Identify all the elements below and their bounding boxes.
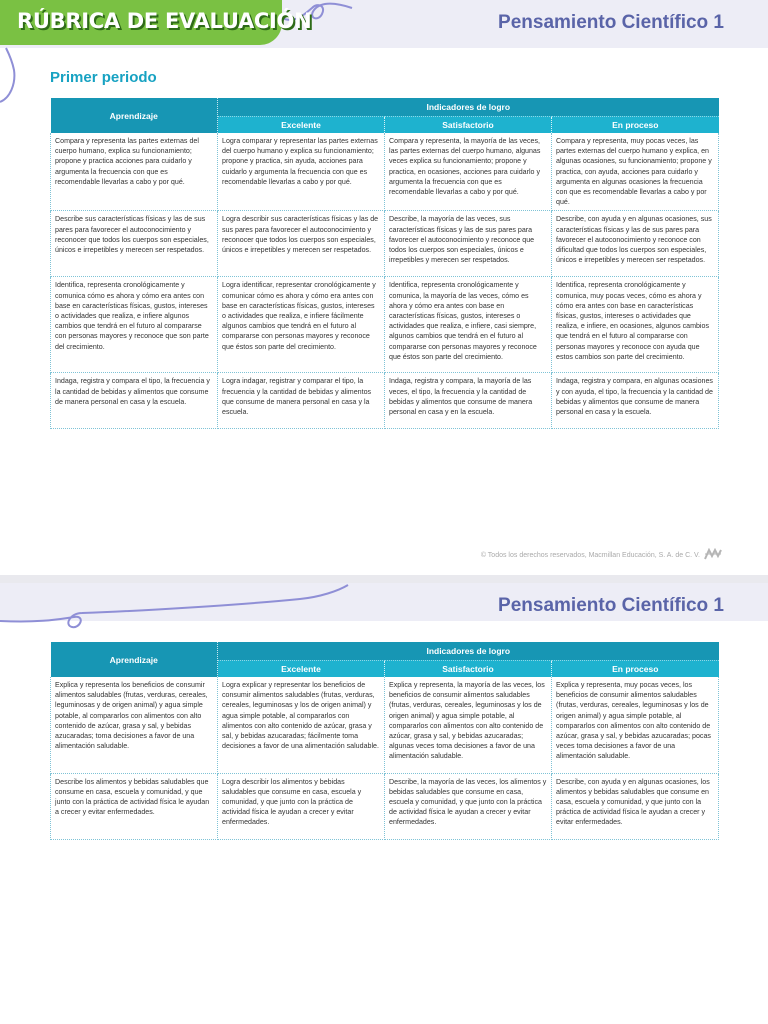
table-row	[51, 133, 719, 211]
banner-title: RÚBRICA DE EVALUACIÓN	[17, 9, 312, 33]
page-2	[0, 583, 768, 1024]
aprendizaje-cell: Identifica, representa cronológicamente y comunica cómo es ahora y cómo era antes con base en características físicas, gustos, intereses o actividades que realiza, e infiere algunos cambios que tendrá en el futuro al compararse con personas mayores y reconoce que son parte del crecimiento.	[51, 277, 218, 373]
en-proceso-cell: Indaga, registra y compara, en algunas ocasiones y con ayuda, el tipo, la frecuencia y la cantidad de bebidas y alimentos que consume de manera personal en casa y la escuela.	[552, 373, 719, 429]
satisfactorio-cell: Indaga, registra y compara, la mayoría de las veces, el tipo, la frecuencia y la cantidad de bebidas y alimentos que consume de manera personal en casa y en la escuela.	[385, 373, 552, 429]
aprendizaje-cell: Describe los alimentos y bebidas saludables que consume en casa, escuela y comunidad, y que junto con la práctica de actividad física le ayudan a crecer y evitar enfermedades.	[51, 773, 218, 839]
rubric-banner	[0, 0, 312, 45]
table-row	[51, 773, 719, 839]
excelente-cell: Logra identificar, representar cronológicamente y comunicar cómo es ahora y cómo era antes con base en características físicas, gustos, intereses o actividades que realiza, e infiere fácilmente algunos cambios que tendrá en el futuro al compararse con personas mayores y reconoce que éstos son parte del crecimiento.	[218, 277, 385, 373]
rubric-table	[50, 98, 719, 429]
aprendizaje-cell: Describe sus características físicas y las de sus pares para favorecer el autoconocimiento y reconocer que todos los cuerpos son especiales, únicos e irrepetibles y merecen ser respetados.	[51, 211, 218, 277]
header-excelente: Excelente	[218, 660, 385, 677]
table-row	[51, 677, 719, 773]
period-title: Primer periodo	[50, 69, 157, 86]
satisfactorio-cell: Describe, la mayoría de las veces, sus características físicas y las de sus pares para favorecer el autoconocimiento y reconoce que todos los cuerpos son especiales, únicos e irrepetibles y merecen ser respetados.	[385, 211, 552, 277]
aprendizaje-cell: Indaga, registra y compara el tipo, la frecuencia y la cantidad de bebidas y alimentos que consume de manera personal en casa y la escuela.	[51, 373, 218, 429]
satisfactorio-cell: Explica y representa, la mayoría de las veces, los beneficios de consumir alimentos saludables (frutas, verduras, cereales, leguminosas y los de origen animal) y agua simple potable, al compararlos con alimentos con alto contenido de azúcar, grasa y sal, y bebidas azucaradas; algunas veces toma decisiones a favor de una alimentación saludable.	[385, 677, 552, 773]
excelente-cell: Logra explicar y representar los beneficios de consumir alimentos saludables (frutas, verduras, cereales, leguminosas y los de origen animal) y agua simple potable, al compararlos con alimentos con alto contenido de azúcar, grasa y sal, y bebidas azucaradas; fácilmente toma decisiones a favor de una alimentación saludable.	[218, 677, 385, 773]
en-proceso-cell: Describe, con ayuda y en algunas ocasiones, sus características físicas y las de sus pares para favorecer el autoconocimiento y reconoce con dificultad que todos los cuerpos son especiales, únicos e irrepetibles y merecen ser respetados.	[552, 211, 719, 277]
table-row	[51, 373, 719, 429]
en-proceso-cell: Describe, con ayuda y en algunas ocasiones, los alimentos y bebidas saludables que consume en casa, escuela y comunidad, y que junto con la práctica de actividad física le ayudan a crecer y evitar enfermedades.	[552, 773, 719, 839]
excelente-cell: Logra comparar y representar las partes externas del cuerpo humano y explica su funcionamiento; propone y practica, sin ayuda, acciones para cuidarlo y argumenta la frecuencia con que es recomendable llevarlas a cabo y por qué.	[218, 133, 385, 211]
rubric-table	[50, 642, 719, 840]
satisfactorio-cell: Identifica, representa cronológicamente y comunica, la mayoría de las veces, cómo es ahora y cómo era antes con base en características físicas, gustos, intereses o actividades que realiza, e infiere, casi siempre, algunos cambios que tendrá en el futuro al compararse con personas mayores y reconoce que éstos son parte del crecimiento.	[385, 277, 552, 373]
excelente-cell: Logra describir los alimentos y bebidas saludables que consume en casa, escuela y comunidad, y que junto con la práctica de actividad física le ayudan a crecer y evitar enfermedades.	[218, 773, 385, 839]
en-proceso-cell: Explica y representa, muy pocas veces, los beneficios de consumir alimentos saludables (frutas, verduras, cereales, leguminosas y los de origen animal) y agua simple potable, al compararlos con alimentos con alto contenido de azúcar, grasa y sal, y bebidas azucaradas; pocas veces toma decisiones a favor de una alimentación saludable.	[552, 677, 719, 773]
aprendizaje-cell: Explica y representa los beneficios de consumir alimentos saludables (frutas, verduras, cereales, leguminosas y de origen animal) y agua simple potable, al compararlos con alimentos con alto contenido de azúcar, grasa y sal, y bebidas azucaradas; toma decisiones a favor de una alimentación saludable.	[51, 677, 218, 773]
excelente-cell: Logra describir sus características físicas y las de sus pares para favorecer el autoconocimiento y reconocer que todos los cuerpos son especiales, únicos e irrepetibles y merecen ser respetados.	[218, 211, 385, 277]
satisfactorio-cell: Describe, la mayoría de las veces, los alimentos y bebidas saludables que consume en casa, escuela y comunidad, y que junto con la práctica de actividad física le ayudan a crecer y evitar enfermedades.	[385, 773, 552, 839]
header-indicadores: Indicadores de logro	[218, 98, 719, 116]
header-indicadores: Indicadores de logro	[218, 642, 719, 660]
en-proceso-cell: Identifica, representa cronológicamente y comunica, muy pocas veces, cómo es ahora y cómo era antes con base en características físicas, gustos, intereses o actividades que realiza, e infiere, en ocasiones, algunos cambios que tendrá en el futuro al compararse con personas mayores y reconoce con ayuda que estos cambios son parte del crecimiento.	[552, 277, 719, 373]
header-en-proceso: En proceso	[552, 116, 719, 133]
excelente-cell: Logra indagar, registrar y comparar el tipo, la frecuencia y la cantidad de bebidas y alimentos que consume de manera personal en casa y la escuela.	[218, 373, 385, 429]
header-satisfactorio: Satisfactorio	[385, 660, 552, 677]
publisher-logo-icon	[704, 548, 722, 560]
copyright-footer: © Todos los derechos reservados, Macmillan Educación, S. A. de C. V.	[480, 552, 700, 559]
aprendizaje-cell: Compara y representa las partes externas del cuerpo humano, explica su funcionamiento; propone y practica acciones para cuidarlo y argumenta la frecuencia con que es recomendable llevarlas a cabo y por qué.	[51, 133, 218, 211]
satisfactorio-cell: Compara y representa, la mayoría de las veces, las partes externas del cuerpo humano, algunas veces explica su funcionamiento; propone y practica, en ocasiones, acciones para cuidarlo y argumenta la frecuencia con que es recomendable llevarlas a cabo y por qué.	[385, 133, 552, 211]
header-satisfactorio: Satisfactorio	[385, 116, 552, 133]
subject-title: Pensamiento Científico 1	[498, 595, 724, 616]
en-proceso-cell: Compara y representa, muy pocas veces, las partes externas del cuerpo humano y explica, en algunas ocasiones, su funcionamiento; propone y practica, con ayuda, acciones para cuidarlo y argumenta en algunas ocasiones la frecuencia con que es recomendable llevarlas a cabo y por qué.	[552, 133, 719, 211]
header-aprendizaje: Aprendizaje	[51, 98, 218, 133]
header-excelente: Excelente	[218, 116, 385, 133]
page-separator	[0, 575, 768, 583]
header-aprendizaje: Aprendizaje	[51, 642, 218, 677]
table-row	[51, 277, 719, 373]
subject-title: Pensamiento Científico 1	[498, 12, 724, 33]
table-row	[51, 211, 719, 277]
header-en-proceso: En proceso	[552, 660, 719, 677]
